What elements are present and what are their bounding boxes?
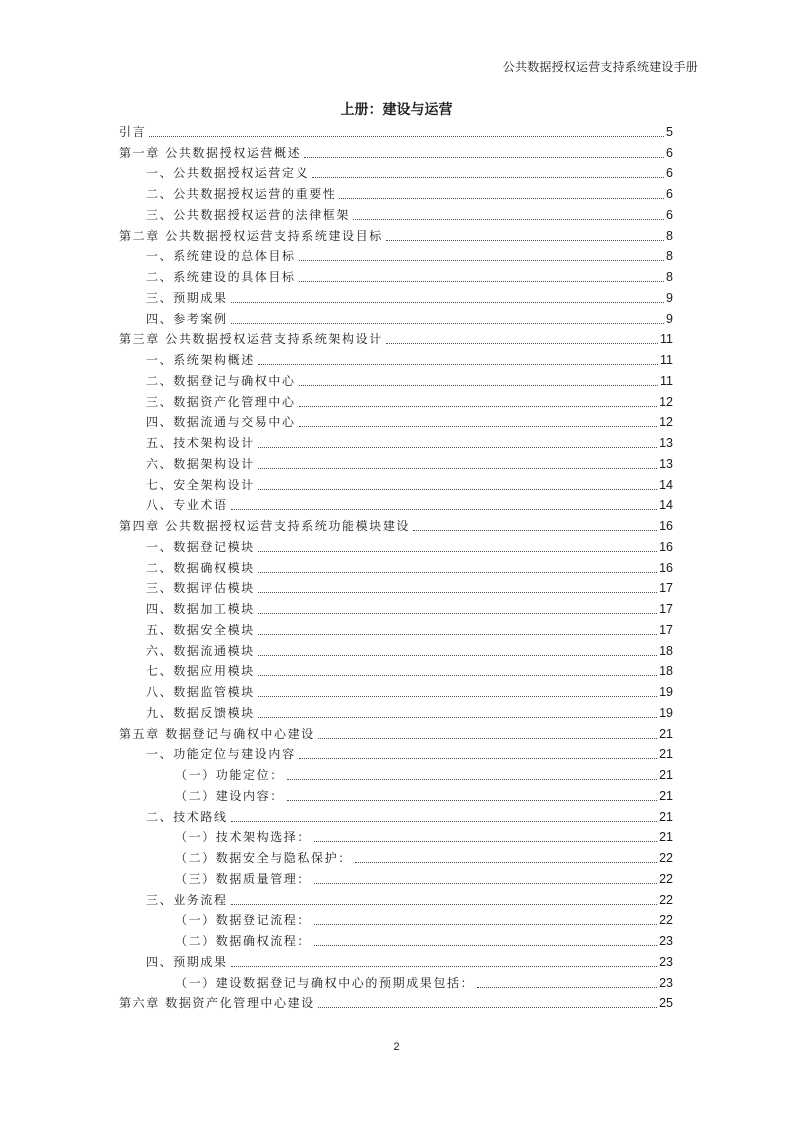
toc-entry-label: （一）技术架构选择： bbox=[175, 830, 312, 845]
toc-entry[interactable] bbox=[119, 119, 673, 140]
toc-entry-label: 引言 bbox=[119, 124, 147, 139]
toc-entry-page: 9 bbox=[666, 290, 673, 305]
toc-entry-label: 二、数据确权模块 bbox=[146, 560, 255, 575]
toc-dot-leader bbox=[231, 302, 664, 303]
toc-dot-leader bbox=[258, 468, 657, 469]
toc-entry[interactable] bbox=[119, 596, 673, 617]
toc-entry-page: 18 bbox=[659, 643, 673, 658]
toc-entry[interactable] bbox=[119, 949, 673, 970]
toc-entry[interactable] bbox=[119, 430, 673, 451]
toc-entry-page: 6 bbox=[666, 166, 673, 181]
toc-entry-label: 二、数据登记与确权中心 bbox=[146, 373, 296, 388]
toc-dot-leader bbox=[231, 509, 657, 510]
toc-entry[interactable] bbox=[119, 285, 673, 306]
toc-entry-label: 三、业务流程 bbox=[146, 892, 228, 907]
toc-entry-page: 16 bbox=[659, 539, 673, 554]
running-header-title: 公共数据授权运营支持系统建设手册 bbox=[502, 60, 698, 74]
toc-entry-page: 6 bbox=[666, 187, 673, 201]
toc-entry[interactable] bbox=[119, 866, 673, 887]
toc-entry-label: 六、数据架构设计 bbox=[146, 456, 255, 471]
toc-dot-leader bbox=[258, 655, 657, 656]
toc-entry[interactable] bbox=[119, 742, 673, 763]
toc-dot-leader bbox=[304, 157, 664, 158]
toc-dot-leader bbox=[299, 758, 657, 759]
toc-entry-label: 一、数据登记模块 bbox=[146, 539, 255, 554]
toc-entry-label: （一）功能定位： bbox=[175, 768, 284, 782]
toc-entry[interactable] bbox=[119, 347, 673, 368]
toc-entry-label: （一）数据登记流程： bbox=[175, 913, 312, 928]
toc-dot-leader bbox=[314, 841, 657, 842]
toc-entry-label: 三、数据评估模块 bbox=[146, 581, 255, 596]
toc-entry-page: 25 bbox=[659, 996, 673, 1011]
toc-entry-page: 21 bbox=[659, 809, 673, 824]
toc-entry-label: 一、公共数据授权运营定义 bbox=[146, 166, 310, 181]
toc-entry[interactable] bbox=[119, 410, 673, 431]
toc-entry-label: 第六章 数据资产化管理中心建设 bbox=[119, 996, 315, 1011]
toc-entry[interactable] bbox=[119, 513, 673, 534]
table-of-contents bbox=[119, 119, 673, 1011]
toc-entry-label: 四、预期成果 bbox=[146, 954, 228, 969]
toc-entry[interactable] bbox=[119, 576, 673, 597]
toc-entry[interactable] bbox=[119, 617, 673, 638]
toc-dot-leader bbox=[355, 862, 657, 863]
toc-entry-label: 九、数据反馈模块 bbox=[146, 705, 255, 720]
toc-entry-page: 8 bbox=[666, 270, 673, 284]
toc-entry[interactable] bbox=[119, 825, 673, 846]
toc-entry-page: 18 bbox=[659, 664, 673, 679]
toc-entry[interactable] bbox=[119, 472, 673, 493]
toc-entry[interactable] bbox=[119, 928, 673, 949]
toc-dot-leader bbox=[287, 800, 657, 801]
toc-entry-page: 22 bbox=[659, 892, 673, 907]
toc-entry[interactable] bbox=[119, 264, 673, 285]
toc-dot-leader bbox=[477, 987, 657, 988]
section-title: 上册：建设与运营 bbox=[340, 102, 453, 118]
toc-entry-page: 23 bbox=[659, 934, 673, 948]
toc-entry-page: 8 bbox=[666, 249, 673, 264]
toc-entry[interactable] bbox=[119, 327, 673, 348]
toc-entry-label: 八、专业术语 bbox=[146, 498, 228, 513]
toc-entry-label: 第三章 公共数据授权运营支持系统架构设计 bbox=[119, 332, 383, 347]
toc-dot-leader bbox=[258, 447, 657, 448]
toc-entry-page: 11 bbox=[660, 373, 673, 388]
toc-entry[interactable] bbox=[119, 700, 673, 721]
toc-entry-page: 12 bbox=[659, 394, 673, 409]
toc-entry[interactable] bbox=[119, 970, 673, 991]
toc-dot-leader bbox=[299, 406, 657, 407]
toc-entry-label: 七、安全架构设计 bbox=[146, 477, 255, 492]
toc-entry[interactable] bbox=[119, 451, 673, 472]
toc-entry-label: 八、数据监管模块 bbox=[146, 685, 255, 699]
toc-dot-leader bbox=[314, 945, 657, 946]
toc-entry[interactable] bbox=[119, 908, 673, 929]
toc-entry[interactable] bbox=[119, 161, 673, 182]
toc-entry[interactable] bbox=[119, 306, 673, 327]
toc-dot-leader bbox=[299, 385, 658, 386]
toc-entry-page: 19 bbox=[659, 705, 673, 720]
toc-entry-label: 第四章 公共数据授权运营支持系统功能模块建设 bbox=[119, 519, 411, 533]
toc-entry-label: （一）建设数据登记与确权中心的预期成果包括： bbox=[175, 975, 475, 990]
toc-entry-page: 21 bbox=[659, 788, 673, 803]
toc-entry[interactable] bbox=[119, 721, 673, 742]
toc-dot-leader bbox=[353, 219, 664, 220]
page-number: 2 bbox=[393, 1041, 400, 1053]
toc-entry-page: 11 bbox=[660, 353, 673, 367]
toc-entry-page: 17 bbox=[659, 602, 673, 616]
toc-dot-leader bbox=[231, 323, 664, 324]
toc-entry-page: 21 bbox=[659, 830, 673, 845]
toc-dot-leader bbox=[258, 592, 657, 593]
toc-entry[interactable] bbox=[119, 244, 673, 265]
toc-entry-label: 七、数据应用模块 bbox=[146, 664, 255, 679]
toc-entry-page: 16 bbox=[659, 560, 673, 575]
toc-entry-label: 三、公共数据授权运营的法律框架 bbox=[146, 207, 351, 222]
toc-entry[interactable] bbox=[119, 804, 673, 825]
toc-entry-page: 17 bbox=[659, 622, 673, 637]
toc-entry-label: 二、公共数据授权运营的重要性 bbox=[146, 187, 337, 201]
toc-entry[interactable] bbox=[119, 679, 673, 700]
toc-entry[interactable] bbox=[119, 140, 673, 161]
toc-dot-leader bbox=[386, 240, 664, 241]
toc-entry-label: 四、数据加工模块 bbox=[146, 602, 255, 616]
toc-dot-leader bbox=[258, 717, 657, 718]
toc-dot-leader bbox=[258, 696, 657, 697]
toc-entry-page: 12 bbox=[659, 415, 673, 430]
toc-entry-page: 8 bbox=[666, 228, 673, 243]
toc-entry-page: 6 bbox=[666, 207, 673, 222]
toc-entry-page: 23 bbox=[659, 954, 673, 969]
toc-entry-page: 21 bbox=[659, 726, 673, 741]
toc-entry-label: 六、数据流通模块 bbox=[146, 643, 255, 658]
toc-entry[interactable] bbox=[119, 638, 673, 659]
toc-entry[interactable] bbox=[119, 368, 673, 389]
toc-dot-leader bbox=[149, 136, 664, 137]
toc-dot-leader bbox=[287, 779, 657, 780]
toc-dot-leader bbox=[258, 634, 657, 635]
toc-entry-page: 5 bbox=[666, 124, 673, 139]
toc-entry-page: 21 bbox=[659, 768, 673, 782]
toc-entry[interactable] bbox=[119, 202, 673, 223]
toc-entry-label: 二、技术路线 bbox=[146, 809, 228, 824]
toc-entry-label: 三、数据资产化管理中心 bbox=[146, 394, 296, 409]
toc-entry[interactable] bbox=[119, 389, 673, 410]
toc-entry-label: 第二章 公共数据授权运营支持系统建设目标 bbox=[119, 228, 383, 243]
toc-entry-label: 一、功能定位与建设内容 bbox=[146, 747, 296, 762]
toc-entry-page: 22 bbox=[659, 871, 673, 886]
toc-dot-leader bbox=[258, 613, 657, 614]
toc-entry-page: 16 bbox=[659, 519, 673, 533]
toc-dot-leader bbox=[299, 260, 664, 261]
toc-dot-leader bbox=[318, 738, 657, 739]
toc-entry[interactable] bbox=[119, 845, 673, 866]
toc-dot-leader bbox=[231, 821, 657, 822]
toc-dot-leader bbox=[314, 883, 657, 884]
toc-entry-page: 13 bbox=[659, 436, 673, 450]
toc-entry-label: 第五章 数据登记与确权中心建设 bbox=[119, 726, 315, 741]
toc-entry[interactable] bbox=[119, 783, 673, 804]
toc-entry-label: 五、数据安全模块 bbox=[146, 622, 255, 637]
toc-entry[interactable] bbox=[119, 181, 673, 202]
toc-dot-leader bbox=[299, 281, 664, 282]
toc-dot-leader bbox=[339, 198, 664, 199]
toc-dot-leader bbox=[386, 343, 658, 344]
toc-entry[interactable] bbox=[119, 493, 673, 514]
toc-entry-label: 第一章 公共数据授权运营概述 bbox=[119, 145, 302, 160]
toc-entry-page: 13 bbox=[659, 456, 673, 471]
toc-entry-label: 一、系统架构概述 bbox=[146, 353, 255, 367]
toc-entry[interactable] bbox=[119, 762, 673, 783]
toc-entry-page: 14 bbox=[659, 477, 673, 492]
toc-dot-leader bbox=[413, 530, 657, 531]
toc-entry[interactable] bbox=[119, 223, 673, 244]
toc-dot-leader bbox=[258, 572, 657, 573]
toc-entry-label: 五、技术架构设计 bbox=[146, 436, 255, 450]
toc-entry-page: 21 bbox=[659, 747, 673, 762]
toc-entry-label: 四、数据流通与交易中心 bbox=[146, 415, 296, 430]
toc-entry-page: 9 bbox=[666, 311, 673, 326]
toc-dot-leader bbox=[258, 551, 657, 552]
toc-entry[interactable] bbox=[119, 887, 673, 908]
toc-dot-leader bbox=[314, 924, 657, 925]
toc-entry[interactable] bbox=[119, 555, 673, 576]
toc-entry-label: 二、系统建设的具体目标 bbox=[146, 270, 296, 284]
toc-entry-page: 6 bbox=[666, 145, 673, 160]
toc-entry[interactable] bbox=[119, 991, 673, 1012]
toc-entry-page: 17 bbox=[659, 581, 673, 596]
toc-entry[interactable] bbox=[119, 659, 673, 680]
toc-entry-label: 三、预期成果 bbox=[146, 290, 228, 305]
toc-entry-label: （三）数据质量管理： bbox=[175, 871, 312, 886]
toc-dot-leader bbox=[312, 177, 664, 178]
toc-dot-leader bbox=[231, 904, 657, 905]
toc-entry-label: （二）建设内容： bbox=[175, 788, 284, 803]
toc-entry-page: 14 bbox=[659, 498, 673, 513]
toc-entry-page: 22 bbox=[659, 913, 673, 928]
toc-dot-leader bbox=[299, 426, 657, 427]
toc-entry-label: 四、参考案例 bbox=[146, 311, 228, 326]
toc-dot-leader bbox=[258, 489, 657, 490]
toc-entry-page: 19 bbox=[659, 685, 673, 699]
toc-entry-page: 23 bbox=[659, 975, 673, 990]
toc-entry-label: （二）数据安全与隐私保护： bbox=[175, 851, 352, 865]
toc-entry-label: （二）数据确权流程： bbox=[175, 934, 312, 948]
toc-dot-leader bbox=[258, 675, 657, 676]
toc-entry-page: 11 bbox=[660, 332, 673, 347]
toc-dot-leader bbox=[318, 1007, 657, 1008]
toc-entry-page: 22 bbox=[659, 851, 673, 865]
toc-entry-label: 一、系统建设的总体目标 bbox=[146, 249, 296, 264]
toc-entry[interactable] bbox=[119, 534, 673, 555]
toc-dot-leader bbox=[258, 364, 658, 365]
toc-dot-leader bbox=[231, 966, 657, 967]
